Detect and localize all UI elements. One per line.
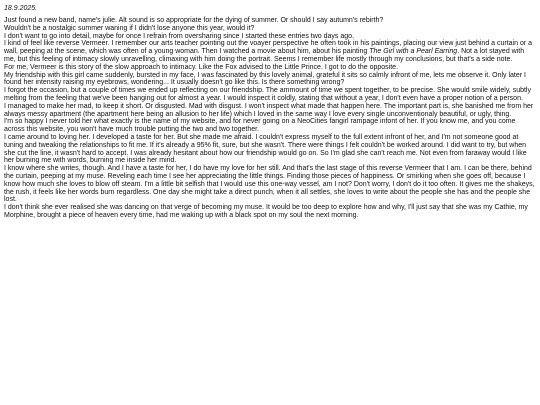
entry-date: 18.9.2025.: [4, 5, 38, 12]
entry-paragraph: I managed to make her mad, to keep it short. Or disgusted. Mad with disgust. I won't inspect what made that happen here. The important part is, she banished me from her always messy apartment (the apartment here being an allusion to her life) which I loved in the same way I love every single unconventionaly beautiful, or ugly, thing.: [4, 102, 534, 118]
entry-paragraph: I came around to loving her. I developed a taste for her. But she made me afraid. I couldn't express myself to the full extent infront of her, and I'm not someone good at tuning and tweaking the relationships to fit me. If it's already a 95% fit, sure, but she wasn't. There were things I felt couldn't be worked around. I did want to try, but when she cut the line, it wasn't hard to accept. I was already hesitant about how our friendship would go on. So I'm glad she can't reach me. Not even from faraway would I like her burning me with words, burning me inside her mind.: [4, 133, 527, 165]
entry-paragraph: I don't want to go into detail, maybe for once I refrain from oversharing since I started these entries two days ago.: [4, 32, 354, 40]
italic-title: The Girl with a Pearl Earring: [369, 48, 458, 56]
entry-paragraph: Just found a new band, name's julie. Alt sound is so appropriate for the dying of summer. Or should I say autumn's rebirth?: [4, 17, 384, 24]
entry-paragraph: My friendship with this girl came suddenly, bursted in my face, I was fascinated by this lovely animal, grateful it sits so calmly infront of me, lets me observe it. Only later I found her intensity raising my eyebrows, wondering... It usually doesn't go like this. Is there something wrong?: [4, 71, 526, 87]
entry-paragraph: I don't think she ever realised she was dancing on that verge of becoming my muse. It would be too deep to explore how and why, I'll just say that she was my Cathie, my Morphine, brought a piece of heaven every time, had me waking up with a black spot on my soul the next morning.: [4, 204, 528, 219]
entry-paragraph: For me, Vermeer is this story of the slow approach to intimacy. Like the Fox advised to the Little Prince. I got to do the opposite.: [4, 63, 399, 71]
entry-paragraph: I forgot the occasion, but a couple of times we ended up reflecting on our friendship. The ammount of time we spent together, to be precise. She would smile widely, subtly melting from the feeling that we've been hanging out for almost a year. I would inspect it coldly, stating that without a year, I don't even have a proper notion of a person.: [4, 87, 531, 102]
entry-paragraph: I'm so happy I never told her what exactly is the name of my website, and for never going on a NeoCities fangirl rampage infont of her. If you know me, and you come across this website, you won't have much trouble putting the two and two together.: [4, 118, 516, 134]
entry-paragraph: Wouldn't be a nostalgic summer waning if I didn't lose anyone this year, would it?: [4, 24, 255, 32]
entry-body: [4, 17, 536, 220]
entry-paragraph: I kind of feel like reverse Vermeer. I remember our arts teacher pointing out the voayer perspective he often took in his paintings, placing our view just behind a curtain or a wall, peeping at the scene, which was often of a young woman. Then I watched a movie about him, about his painting The Girl with a Pearl Earring. Not a lot stayed with me, but this feeling of intimacy slowly unravelling, climaxing with him doing the portrait. Seems I remember life mostly through my conclusions, but that's a side note.: [4, 40, 533, 63]
entry-paragraph: I know where she writes, though. And I have a taste for her, I do have my love for her still. And that's the last stage of this reverse Vermeer that I am. I can be there, behind the curtain, peeping at my muse. Reveling each time I see her appreciating the little things. Finding those pieces of happiness. Or smirking when she goes off, because I know how much she loves to blow off steam. I'm a little bit selfish that I would use this one-way vessel, am I not? Don't worry, I don't do it too often. It gives me the shakeys, the rush, it feels like her words burn regardless. One day she might take a direct punch, when it all settles, she loves to write about the people she has and the people she lost.: [4, 165, 535, 204]
